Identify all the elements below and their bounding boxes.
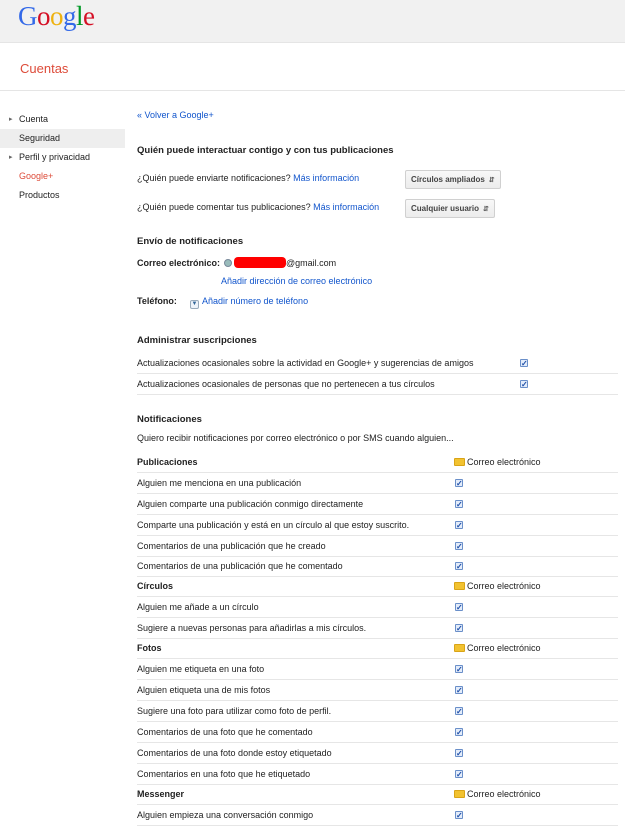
row-label: Alguien etiqueta una de mis fotos bbox=[137, 685, 271, 695]
row-label: Comentarios de una foto donde estoy etiquetado bbox=[137, 748, 332, 758]
select-value: Cualquier usuario bbox=[411, 204, 480, 213]
add-phone-link[interactable]: Añadir número de teléfono bbox=[202, 296, 309, 306]
question-text: ¿Quién puede enviarte notificaciones? bbox=[137, 173, 291, 183]
envelope-icon bbox=[454, 644, 465, 652]
sidebar-item-perfil[interactable] bbox=[0, 148, 125, 167]
row-label: Comentarios de una foto que he comentado bbox=[137, 727, 313, 737]
envelope-icon bbox=[454, 790, 465, 798]
email-column-label bbox=[454, 784, 541, 804]
notifications-select[interactable] bbox=[405, 170, 501, 189]
more-info-link[interactable]: Más información bbox=[293, 173, 360, 183]
table-row bbox=[137, 743, 618, 764]
table-row bbox=[137, 473, 618, 494]
section-title: Fotos bbox=[137, 643, 162, 653]
app-title: Cuentas bbox=[20, 61, 69, 76]
table-row bbox=[137, 805, 618, 826]
row-label: Sugiere a nuevas personas para añadirlas a mis círculos. bbox=[137, 623, 367, 633]
checkbox[interactable] bbox=[455, 770, 463, 778]
logo-letter: G bbox=[18, 1, 37, 31]
row-label: Comentarios de una publicación que he creado bbox=[137, 541, 326, 551]
row-label: Comentarios de una publicación que he comentado bbox=[137, 561, 343, 571]
notif-section-header bbox=[137, 638, 618, 659]
section-heading-subscriptions: Administrar suscripciones bbox=[137, 335, 257, 346]
question-text: ¿Quién puede comentar tus publicaciones? bbox=[137, 202, 311, 212]
email-suffix: @gmail.com bbox=[286, 258, 337, 268]
logo-letter: o bbox=[37, 1, 50, 31]
checkbox[interactable] bbox=[455, 542, 463, 550]
section-heading-delivery: Envío de notificaciones bbox=[137, 236, 244, 247]
checkbox[interactable] bbox=[455, 686, 463, 694]
back-link[interactable]: « Volver a Google+ bbox=[137, 110, 214, 120]
google-logo[interactable] bbox=[18, 3, 95, 30]
app-header bbox=[0, 44, 625, 91]
checkbox[interactable] bbox=[455, 521, 463, 529]
logo-letter: l bbox=[76, 1, 84, 31]
notif-section-header bbox=[137, 576, 618, 597]
notif-section-header bbox=[137, 452, 618, 473]
subscription-row bbox=[137, 353, 618, 374]
checkbox[interactable] bbox=[455, 728, 463, 736]
checkbox[interactable] bbox=[455, 665, 463, 673]
sidebar-item-cuenta[interactable] bbox=[0, 110, 125, 129]
checkbox[interactable] bbox=[455, 749, 463, 757]
table-row bbox=[137, 618, 618, 639]
section-title: Círculos bbox=[137, 581, 174, 591]
table-row bbox=[137, 556, 618, 577]
row-label: Sugiere una foto para utilizar como foto de perfil. bbox=[137, 706, 332, 716]
row-label: Actualizaciones ocasionales de personas que no pertenecen a tus círculos bbox=[137, 379, 435, 389]
updown-icon: ⇵ bbox=[483, 206, 489, 213]
email-column-label bbox=[454, 638, 541, 658]
checkbox[interactable] bbox=[455, 811, 463, 819]
row-label: Alguien empieza una conversación conmigo bbox=[137, 810, 314, 820]
sidebar-item-googleplus[interactable] bbox=[0, 167, 125, 186]
add-email-link[interactable]: Añadir dirección de correo electrónico bbox=[221, 276, 373, 286]
row-label: Alguien me etiqueta en una foto bbox=[137, 664, 265, 674]
top-bar bbox=[0, 0, 625, 43]
table-row bbox=[137, 536, 618, 557]
checkbox[interactable] bbox=[520, 359, 528, 367]
table-row bbox=[137, 515, 618, 536]
row-label: Comparte una publicación y está en un círculo al que estoy suscrito. bbox=[137, 520, 410, 530]
section-title: Messenger bbox=[137, 789, 185, 799]
checkbox[interactable] bbox=[455, 562, 463, 570]
logo-letter: o bbox=[50, 1, 63, 31]
question-notifications bbox=[137, 173, 359, 183]
email-value bbox=[224, 257, 336, 268]
table-row bbox=[137, 701, 618, 722]
table-row bbox=[137, 680, 618, 701]
table-row bbox=[137, 764, 618, 785]
row-label: Alguien me menciona en una publicación bbox=[137, 478, 302, 488]
logo-letter: e bbox=[83, 1, 95, 31]
table-row bbox=[137, 494, 618, 515]
checkbox[interactable] bbox=[455, 500, 463, 508]
sidebar-item-label: Seguridad bbox=[19, 133, 61, 143]
sidebar-item-label: Perfil y privacidad bbox=[19, 152, 91, 162]
sidebar-item-seguridad[interactable] bbox=[0, 129, 125, 148]
envelope-icon bbox=[454, 458, 465, 466]
updown-icon: ⇵ bbox=[488, 177, 495, 184]
section-title: Publicaciones bbox=[137, 457, 198, 467]
column-text: Correo electrónico bbox=[467, 789, 541, 799]
checkbox[interactable] bbox=[455, 624, 463, 632]
email-column-label bbox=[454, 576, 541, 596]
sidebar bbox=[0, 110, 125, 205]
envelope-icon bbox=[454, 582, 465, 590]
table-row bbox=[137, 722, 618, 743]
question-comments bbox=[137, 202, 379, 212]
column-text: Correo electrónico bbox=[467, 581, 541, 591]
table-row bbox=[137, 597, 618, 618]
checkbox[interactable] bbox=[520, 380, 528, 388]
table-row bbox=[137, 659, 618, 680]
row-label: Alguien comparte una publicación conmigo directamente bbox=[137, 499, 364, 509]
phone-label: Teléfono: bbox=[137, 296, 177, 306]
row-label: Alguien me añade a un círculo bbox=[137, 602, 259, 612]
notif-section-header bbox=[137, 784, 618, 805]
more-info-link[interactable]: Más información bbox=[313, 202, 380, 212]
row-label: Comentarios en una foto que he etiquetado bbox=[137, 769, 311, 779]
checkbox[interactable] bbox=[455, 707, 463, 715]
sidebar-item-label: Cuenta bbox=[19, 114, 49, 124]
section-heading-notifications: Notificaciones bbox=[137, 414, 202, 425]
subscription-row bbox=[137, 374, 618, 395]
section-heading-interact: Quién puede interactuar contigo y con tus publicaciones bbox=[137, 145, 394, 156]
column-text: Correo electrónico bbox=[467, 457, 541, 467]
checkbox[interactable] bbox=[455, 479, 463, 487]
sidebar-item-productos[interactable] bbox=[0, 186, 125, 205]
redacted-block bbox=[234, 257, 286, 268]
sidebar-item-label: Productos bbox=[19, 190, 60, 200]
chevron-right-icon: ▸ bbox=[9, 116, 13, 123]
chevron-right-icon: ▸ bbox=[9, 154, 13, 161]
sidebar-item-label: Google+ bbox=[19, 171, 54, 181]
checkbox[interactable] bbox=[455, 603, 463, 611]
email-label: Correo electrónico: bbox=[137, 258, 221, 268]
column-text: Correo electrónico bbox=[467, 643, 541, 653]
comments-select[interactable] bbox=[405, 199, 495, 218]
notifications-intro: Quiero recibir notificaciones por correo electrónico o por SMS cuando alguien... bbox=[137, 433, 454, 443]
dropdown-icon[interactable]: ▼ bbox=[191, 301, 198, 307]
email-status-icon[interactable] bbox=[224, 259, 232, 267]
row-label: Actualizaciones ocasionales sobre la actividad en Google+ y sugerencias de amigos bbox=[137, 358, 474, 368]
email-column-label bbox=[454, 452, 541, 472]
select-value: Círculos ampliados bbox=[411, 175, 485, 184]
logo-letter: g bbox=[63, 1, 76, 31]
add-phone[interactable] bbox=[190, 296, 308, 309]
